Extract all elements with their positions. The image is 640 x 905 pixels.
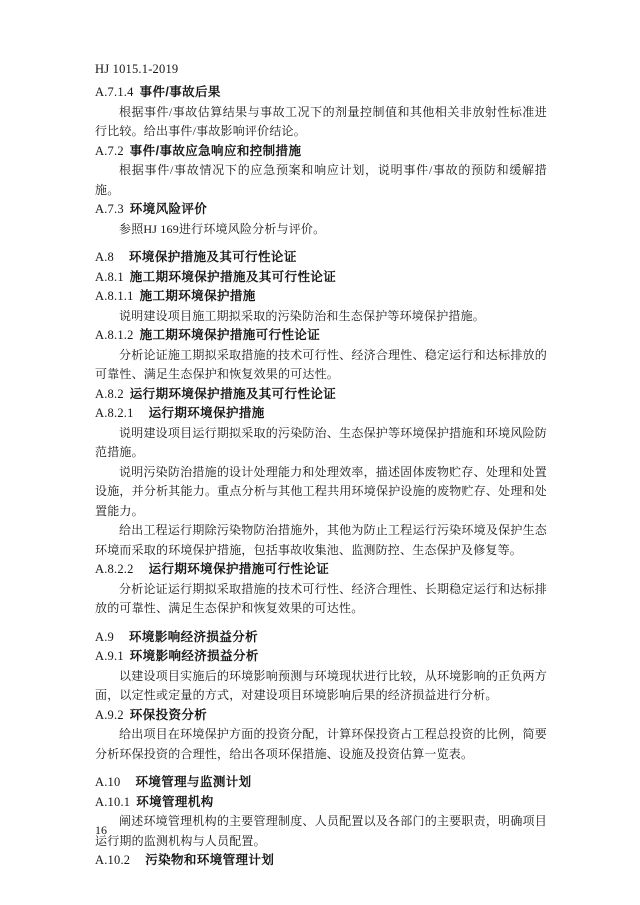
heading-a-9 <box>95 628 547 648</box>
paragraph: 阐述环境管理机构的主要管理制度、人员配置以及各部门的主要职责，明确项目运行期的监测机构与人员配置。 <box>95 814 547 848</box>
heading-number: A.8 <box>95 250 115 264</box>
paragraph: 说明建设项目施工期拟采取的污染防治和生态保护等环境保护措施。 <box>119 308 486 323</box>
paragraph: 以建设项目实施后的环境影响预测与环境现状进行比较，从环境影响的正负两方面，以定性或定量的方式，对建设项目环境影响后果的经济损益进行分析。 <box>95 668 547 702</box>
heading-number: A.8.2.1 <box>95 406 134 420</box>
heading-number: A.9.2 <box>95 707 124 722</box>
heading-a-7-2 <box>95 142 547 162</box>
heading-title: 环境管理与监测计划 <box>135 775 252 789</box>
heading-number: A.8.1 <box>95 269 124 284</box>
paragraph: 根据事件/事故估算结果与事故工况下的剂量控制值和其他相关非放射性标准进行比较。给出事件/事故影响评价结论。 <box>95 104 547 138</box>
document-header: HJ 1015.1-2019 <box>95 62 179 76</box>
paragraph: 参照HJ 169进行环境风险分析与评价。 <box>119 221 326 236</box>
paragraph: 给出工程运行期除污染物防治措施外，其他为防止工程运行污染环境及保护生态环境而采取的环境保护措施，包括事故收集池、监测防控、生态保护及修复等。 <box>95 523 547 557</box>
paragraph: 分析论证运行期拟采取措施的技术可行性、经济合理性、长期稳定运行和达标排放的可靠性、满足生态保护和恢复效果的可达性。 <box>95 581 547 615</box>
heading-title: 施工期环境保护措施可行性论证 <box>139 328 321 342</box>
heading-number: A.7.2 <box>95 143 124 158</box>
paragraph: 分析论证施工期拟采取措施的技术可行性、经济合理性、稳定运行和达标排放的可靠性、满足生态保护和恢复效果的可达性。 <box>95 347 547 381</box>
heading-a-8-2-2 <box>95 560 547 580</box>
heading-title: 运行期环境保护措施及其可行性论证 <box>129 386 337 401</box>
heading-title: 污染物和环境管理计划 <box>145 853 275 867</box>
heading-a-8-2 <box>95 385 547 405</box>
heading-number: A.10 <box>95 775 121 789</box>
heading-a-8-1-1 <box>95 287 547 307</box>
paragraph: 根据事件/事故情况下的应急预案和响应计划，说明事件/事故的预防和缓解措施。 <box>95 163 547 197</box>
page-content <box>95 60 547 871</box>
heading-number: A.10.1 <box>95 794 131 809</box>
heading-title: 环境风险评价 <box>129 202 208 216</box>
heading-title: 事件/事故后果 <box>139 85 221 99</box>
heading-number: A.9.1 <box>95 649 124 663</box>
heading-a-8-1 <box>95 268 547 288</box>
heading-title: 环境管理机构 <box>136 794 214 809</box>
heading-number: A.8.1.1 <box>95 289 134 303</box>
heading-number: A.8.1.2 <box>95 328 134 342</box>
heading-a-10-2 <box>95 851 547 871</box>
heading-a-8-1-2 <box>95 326 547 346</box>
heading-number: A.9 <box>95 629 115 644</box>
paragraph: 给出项目在环境保护方面的投资分配，计算环保投资占工程总投资的比例，简要分析环保投资的合理性，给出各项环保措施、设施及投资估算一览表。 <box>95 727 547 761</box>
heading-title: 环境影响经济损益分析 <box>129 629 259 644</box>
heading-a-8 <box>95 248 547 268</box>
page-number: 16 <box>95 823 107 837</box>
heading-title: 施工期环境保护措施 <box>139 289 256 303</box>
paragraph: 说明污染防治措施的设计处理能力和处理效率，描述固体废物贮存、处理和处置设施，并分析其能力。重点分析与其他工程共用环境保护设施的废物贮存、处理和处置能力。 <box>95 464 547 518</box>
heading-title: 运行期环境保护措施 <box>148 406 265 420</box>
heading-number: A.10.2 <box>95 853 131 867</box>
heading-title: 运行期环境保护措施可行性论证 <box>148 562 330 576</box>
heading-title: 环保投资分析 <box>129 707 208 722</box>
heading-a-7-1-4 <box>95 83 547 103</box>
heading-title: 环境影响经济损益分析 <box>129 649 259 663</box>
heading-number: A.8.2.2 <box>95 562 134 576</box>
heading-a-9-2 <box>95 706 547 726</box>
heading-number: A.7.3 <box>95 202 124 216</box>
heading-a-10 <box>95 773 547 793</box>
heading-number: A.8.2 <box>95 386 124 401</box>
heading-a-9-1 <box>95 647 547 667</box>
paragraph: 说明建设项目运行期拟采取的污染防治、生态保护等环境保护措施和环境风险防范措施。 <box>95 425 547 459</box>
heading-a-10-1 <box>95 793 547 813</box>
heading-title: 施工期环境保护措施及其可行性论证 <box>129 269 337 284</box>
heading-a-8-2-1 <box>95 404 547 424</box>
heading-a-7-3 <box>95 200 547 220</box>
heading-title: 事件/事故应急响应和控制措施 <box>129 143 302 158</box>
heading-number: A.7.1.4 <box>95 85 134 99</box>
heading-title: 环境保护措施及其可行性论证 <box>129 250 297 264</box>
